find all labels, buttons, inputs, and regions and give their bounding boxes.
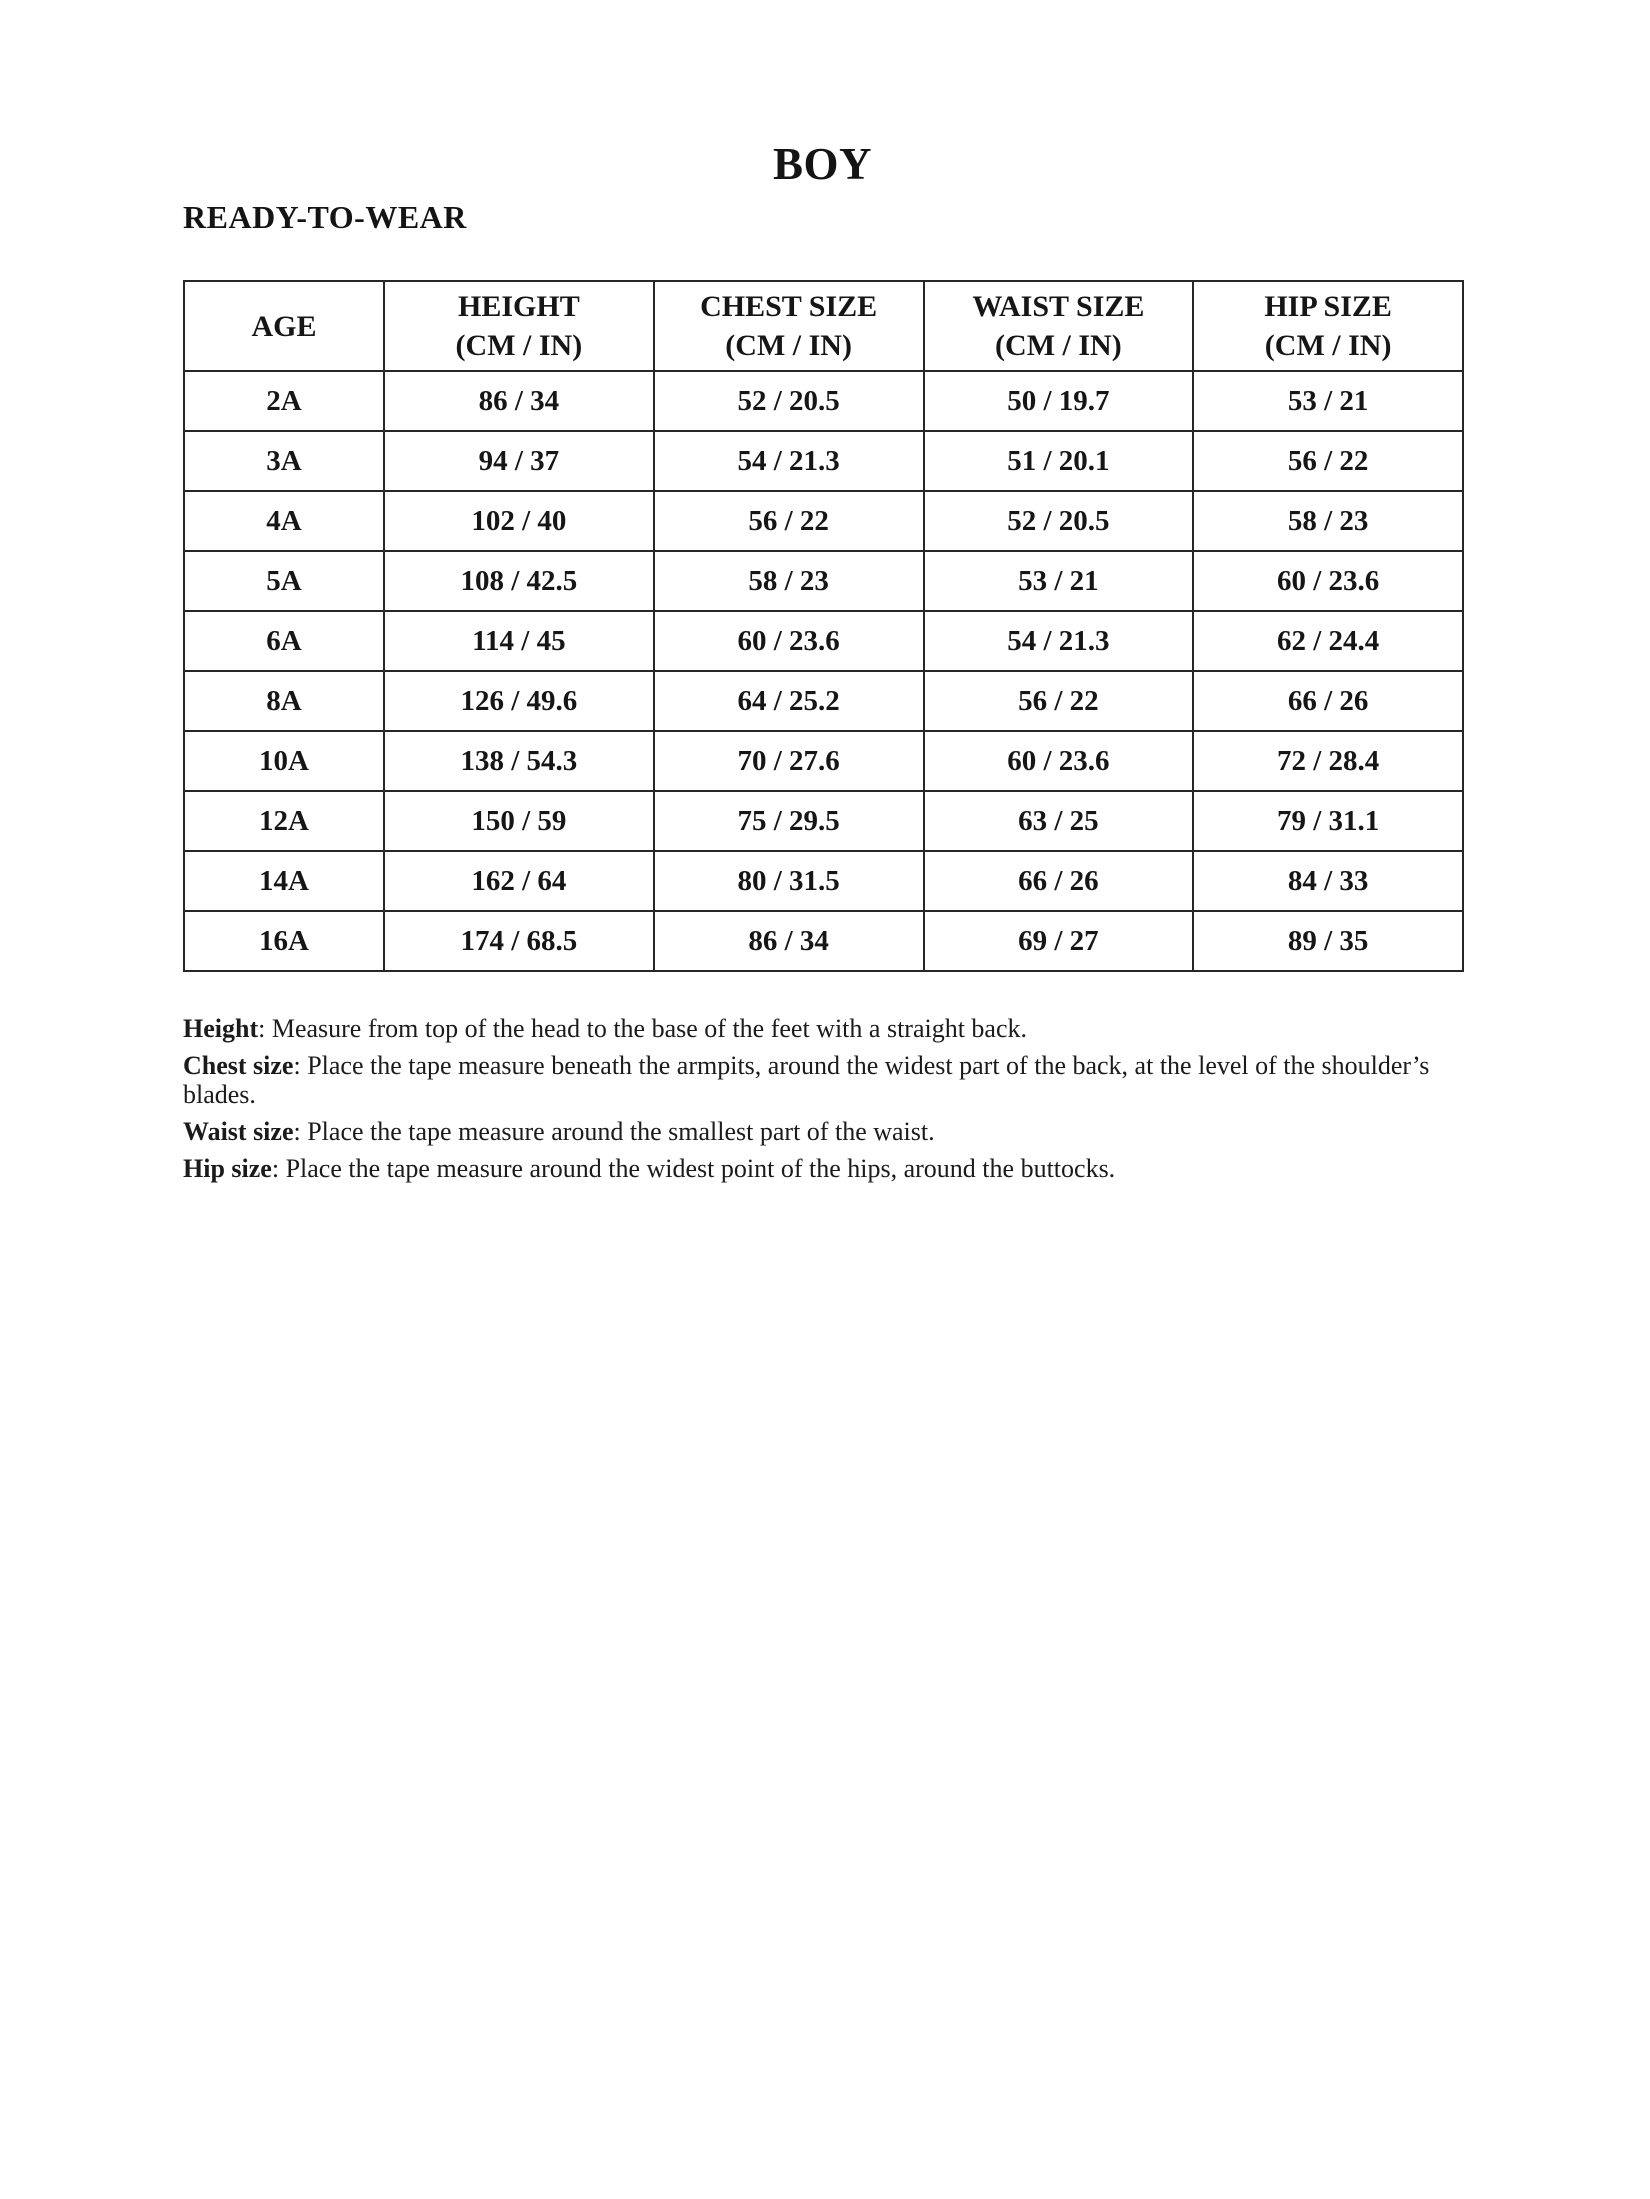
cell-hip: 72 / 28.4: [1193, 731, 1463, 791]
note-height: [183, 1014, 1462, 1043]
note-label: Height: [183, 1014, 259, 1043]
cell-age: 2A: [184, 371, 384, 431]
cell-height: 86 / 34: [384, 371, 654, 431]
column-header-chest: [654, 281, 924, 371]
note-label: Chest size: [183, 1051, 294, 1081]
cell-height: 126 / 49.6: [384, 671, 654, 731]
table-row: [184, 491, 1463, 551]
note-text: : Place the tape measure around the smallest part of the waist.: [293, 1117, 935, 1147]
cell-waist: 63 / 25: [924, 791, 1194, 851]
cell-waist: 50 / 19.7: [924, 371, 1194, 431]
note-text: : Place the tape measure beneath the armpits, around the widest part of the back, at the level of the shoulder’s blades.: [183, 1051, 1430, 1110]
cell-age: 3A: [184, 431, 384, 491]
header-row: [184, 281, 1463, 371]
column-label: WAIST SIZE: [972, 290, 1145, 323]
cell-chest: 70 / 27.6: [654, 731, 924, 791]
column-label: HIP SIZE: [1264, 290, 1392, 323]
note-label: Waist size: [183, 1117, 294, 1147]
cell-hip: 79 / 31.1: [1193, 791, 1463, 851]
cell-age: 10A: [184, 731, 384, 791]
cell-waist: 60 / 23.6: [924, 731, 1194, 791]
cell-hip: 62 / 24.4: [1193, 611, 1463, 671]
note-text: : Measure from top of the head to the base of the feet with a straight back.: [258, 1014, 1028, 1043]
cell-chest: 75 / 29.5: [654, 791, 924, 851]
note-chest-size: [183, 1051, 1462, 1109]
cell-hip: 84 / 33: [1193, 851, 1463, 911]
cell-chest: 58 / 23: [654, 551, 924, 611]
table-header: [184, 281, 1463, 371]
table-body: [184, 371, 1463, 971]
cell-age: 16A: [184, 911, 384, 971]
cell-height: 174 / 68.5: [384, 911, 654, 971]
cell-height: 102 / 40: [384, 491, 654, 551]
cell-hip: 56 / 22: [1193, 431, 1463, 491]
cell-waist: 69 / 27: [924, 911, 1194, 971]
cell-age: 4A: [184, 491, 384, 551]
column-unit: (CM / IN): [995, 329, 1122, 362]
cell-height: 114 / 45: [384, 611, 654, 671]
column-unit: (CM / IN): [1264, 329, 1392, 362]
cell-chest: 52 / 20.5: [654, 371, 924, 431]
cell-hip: 58 / 23: [1193, 491, 1463, 551]
cell-age: 6A: [184, 611, 384, 671]
cell-hip: 66 / 26: [1193, 671, 1463, 731]
cell-hip: 53 / 21: [1193, 371, 1463, 431]
cell-chest: 86 / 34: [654, 911, 924, 971]
size-chart-table: [183, 280, 1464, 972]
cell-age: 5A: [184, 551, 384, 611]
note-label: Hip size: [183, 1154, 272, 1184]
cell-age: 12A: [184, 791, 384, 851]
note-text: : Place the tape measure around the widest point of the hips, around the buttocks.: [271, 1154, 1116, 1184]
column-header-height: [384, 281, 654, 371]
cell-hip: 89 / 35: [1193, 911, 1463, 971]
table-row: [184, 371, 1463, 431]
column-label: CHEST SIZE: [700, 290, 878, 323]
cell-height: 94 / 37: [384, 431, 654, 491]
table-row: [184, 671, 1463, 731]
column-header-waist: [924, 281, 1194, 371]
page-title: BOY: [772, 139, 872, 189]
cell-waist: 66 / 26: [924, 851, 1194, 911]
cell-height: 150 / 59: [384, 791, 654, 851]
table-row: [184, 851, 1463, 911]
column-label: AGE: [251, 309, 317, 343]
cell-age: 8A: [184, 671, 384, 731]
note-hip-size: [183, 1154, 1462, 1183]
table-row: [184, 731, 1463, 791]
measurement-notes: [183, 1014, 1462, 1184]
cell-waist: 53 / 21: [924, 551, 1194, 611]
cell-chest: 80 / 31.5: [654, 851, 924, 911]
table-row: [184, 431, 1463, 491]
table-row: [184, 791, 1463, 851]
cell-chest: 54 / 21.3: [654, 431, 924, 491]
column-header-hip: [1193, 281, 1463, 371]
column-header-age: [184, 281, 384, 371]
cell-height: 138 / 54.3: [384, 731, 654, 791]
cell-hip: 60 / 23.6: [1193, 551, 1463, 611]
column-unit: (CM / IN): [455, 329, 583, 362]
cell-chest: 56 / 22: [654, 491, 924, 551]
cell-chest: 60 / 23.6: [654, 611, 924, 671]
column-unit: (CM / IN): [725, 329, 852, 362]
table-row: [184, 551, 1463, 611]
cell-chest: 64 / 25.2: [654, 671, 924, 731]
cell-waist: 56 / 22: [924, 671, 1194, 731]
table-row: [184, 611, 1463, 671]
cell-waist: 52 / 20.5: [924, 491, 1194, 551]
cell-height: 162 / 64: [384, 851, 654, 911]
cell-age: 14A: [184, 851, 384, 911]
table-row: [184, 911, 1463, 971]
cell-height: 108 / 42.5: [384, 551, 654, 611]
column-label: HEIGHT: [458, 290, 580, 323]
note-waist-size: [183, 1117, 1462, 1146]
cell-waist: 51 / 20.1: [924, 431, 1194, 491]
section-subtitle: READY-TO-WEAR: [183, 199, 467, 235]
cell-waist: 54 / 21.3: [924, 611, 1194, 671]
